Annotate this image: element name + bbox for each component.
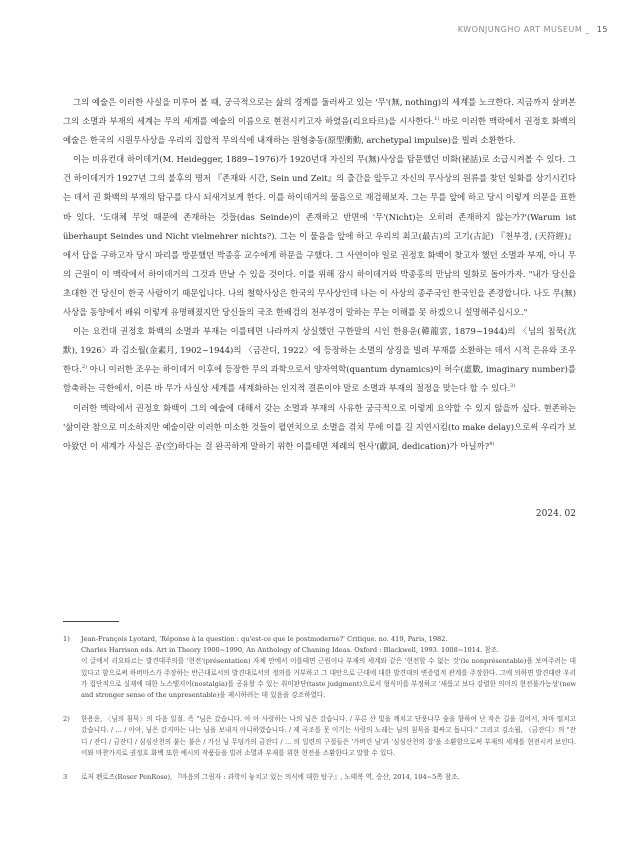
footnote-line: Charles Harrison eds. Art in Theory 1900~1990, An Anthology of Chaning Ideas. Oxford : Blackwell, 1993. 1008~1014. 참조.: [81, 646, 500, 655]
footnote-ref[interactable]: 4): [489, 440, 495, 447]
footnote-line: Jean-François Lyotard, 'Réponse à la question : qu'est-ce que le postmoderne?' Critique. no. 419, Paris, 1982.: [81, 635, 448, 643]
paragraph: 그의 예술은 이러한 사실을 미루어 볼 때, 궁극적으로는 삶의 경계를 둘러싸고 있는 '무'(無, nothing)의 세계를 노크한다. 지금까지 살펴본 그의 소멸과 부재의 세계는 무의 세계를 예술의 이름으로 현전시키고자 하였음(리요타르)을 시사한다.$^{1)}$ 바로 이러한 맥락에서 권정호 화백의 예술은 한국의 시원무사상을 우리의 집합적 무의식에 내재하는 원형충동(原型衝動, archetypal impulse)을 빌려 소환한다.: [63, 97, 576, 146]
footnote-ref[interactable]: 2): [81, 364, 87, 371]
footnote-number: 1): [63, 635, 70, 643]
paragraph: 이는 요컨대 권정호 화백의 소멸과 부재는 이를테면 나라까지 상실했던 구한말의 시인 한용운(韓龍雲, 1879~1944)의 〈님의 침묵(沈默), 1926〉과 김소월(金素月, 1902~1944)의 〈금잔디, 1922〉에 등장하는 소멸의 상징을 빌려 부재를 소환하는 데서 시적 은유와 조우한다.$^{2)}$ 아니 이러한 조우는 하이데거 이후에 등장한 무의 과학으로서 양자역학(quantum dynamics)이 허수(虛數, imaginary number)를 함축하는 극한에서, 이른 바 무가 사실상 세계를 세계화하는 인지적 결론이야 말로 소멸과 부재의 절정을 맞는다 할 수 있다.$^{3)}$: [63, 326, 576, 394]
body-text: [63, 93, 576, 456]
date: 2024. 02: [535, 509, 576, 519]
paragraph: 이러한 맥락에서 권정호 화백이 그의 예술에 대해서 갖는 소멸과 부재의 사유한 궁극적으로 이렇게 요약할 수 있지 않을까 싶다. 현존하는 '삶이란 참으로 미소하지만 예술이란 이러한 미소한 것들이 펼연치으로 소멸을 겪치 무에 이를 길 지연시킴(to make delay)으로써 우리가 보아왔던 이 세계가 사실은 공(空)하다는 걸 완곡하게 말하기 위한 이를테면 제례의 헌사'(獻詞, dedication)가 아닐까?$^{4)}$: [63, 402, 576, 451]
footnote-number: 2): [63, 715, 70, 724]
footnote: [63, 772, 576, 783]
footnote: [63, 634, 576, 701]
footnote-divider: [63, 621, 119, 622]
footnote-ref[interactable]: 3): [510, 383, 516, 390]
footnotes: [63, 634, 576, 796]
paragraph: 이는 비유컨대 하이데거(M. Heidegger, 1889~1976)가 1920년대 자신의 무(無)사상을 탐문했던 비화(祕話)로 소급시켜볼 수 있다. 그건 하이데거가 1927년 그의 불후의 명저 『존재와 시간, Sein und Zeit』의 출간을 앞두고 자신의 무사상의 원류를 찾던 일화를 상기시킨다는 데서 권 화백의 부재의 탐구를 다시 되새겨보게 한다. 이를 하이데거의 물음으로 재검해보자. 그는 무를 앞에 하고 당시 이렇게 의문을 표한 바 있다. '도대체 무엇 때문에 존재하는 것들(das Seinde)이 존재하고 반면에 '무'(Nicht)는 오히려 존재하지 않는가?'(Warum ist überhaupt Seindes und Nicht vielmehrer nichts?). 그는 이 물음을 앞에 하고 우리의 최고(最古)의 고기(古記) 『천부경, (天符經)』에서 답을 구하고자 당시 파리를 방문했던 박종홍 교수에게 하문을 구했다. 그 사연이야 일로 권정호 화백이 찾고자 했던 소멸과 부재, 아니 무의 근원이 이 맥락에서 하이데거의 그것과 만날 수 있을 것이다. 이를 위해 잠시 하이데거와 박종홍의 만남의 일화로 돌아가자. "내가 당신을 초대한 건 당신이 한국 사람이기 때문입니다. 나의 철학사상은 한국의 무사상인데 나는 이 사상의 종주국인 한국인을 존경합니다. 나도 무(無)사상을 동양에서 배워 이렇게 유명해졌지만 당신들의 국조 한배검의 천부경이 말하는 무는 이해를 못 하겠으니 설명해주십시오.": [63, 154, 576, 318]
running-header: [458, 25, 608, 34]
footnote-line: 로저 펜로즈(Roser PenRose), 『마음의 그림자 : 과학이 놓치고 있는 의식에 대한 탐구』, 노태복 역, 승산, 2014, 104~5쪽 참조.: [81, 773, 460, 782]
footnote-ref[interactable]: 1): [434, 116, 440, 123]
page-number: 15: [596, 25, 608, 34]
footnote: [63, 714, 576, 759]
footnote-number: 3: [63, 773, 68, 782]
footnote-line: 이 글에서 리요타르는 발견대주의를 '현전'(présentation) 자체 안에서 이를테면 근원이나 부재의 세계와 같은 '현전할 수 없는 것'(le nonprésentable)을 보여주려는 데 있다고 함으로써 하버마스가 주장하는 반근대로서의 발견대로서의 정의를 거부하고 그 대안으로 근대에 대한 발견대의 변증법적 관계를 주장한다. 그에 의하면 발견대란 우리가 집단적으로 실재에 대한 노스탤지어(nostalgia)를 공유할 수 있는 취미판단(taste judgment)으로서 형식미를 부정하고 '새롭고 보다 강렬한 의미의 현전불가능성'(new and stronger sense of the unpresentable)을 제시하려는 데 있음을 강조하였다.: [81, 657, 576, 700]
running-title: KWONJUNGHO ART MUSEUM: [457, 25, 583, 34]
footnote-line: 한용운, 〈님의 침묵〉의 다음 일절. 즉 "님은 갔습니다. 아 아 사랑하는 나의 님은 갔습니다. / 푸른 산 빛을 깨치고 단풍나무 숲을 향하여 난 작은 길을 걸어서, 차마 떨치고 갔습니다. / … / 아아, 님은 갔지마는 나는 님을 보내지 아니하였습니다. / 제 곡조를 못 이기는 사랑의 노래는 님의 침묵을 휩싸고 돕니다." 그리고 김소월, 〈금잔디〉의 "잔디 / 잔디 / 금잔디 / 심심산천의 붙는 불은 / 가신 님 무덤가의 금잔디 / … 의 일련의 구절들은 '가버린 님'과 '심심산천의 잡'을 소환함으로써 부재의 세계를 현전시켜 보인다. 이와 마찬가지로 권정호 화백 또한 예시의 작품들을 빌려 소멸과 부재를 위한 현전을 소환한다고 말할 수 있다.: [81, 715, 576, 757]
header-separator: _: [585, 25, 590, 34]
